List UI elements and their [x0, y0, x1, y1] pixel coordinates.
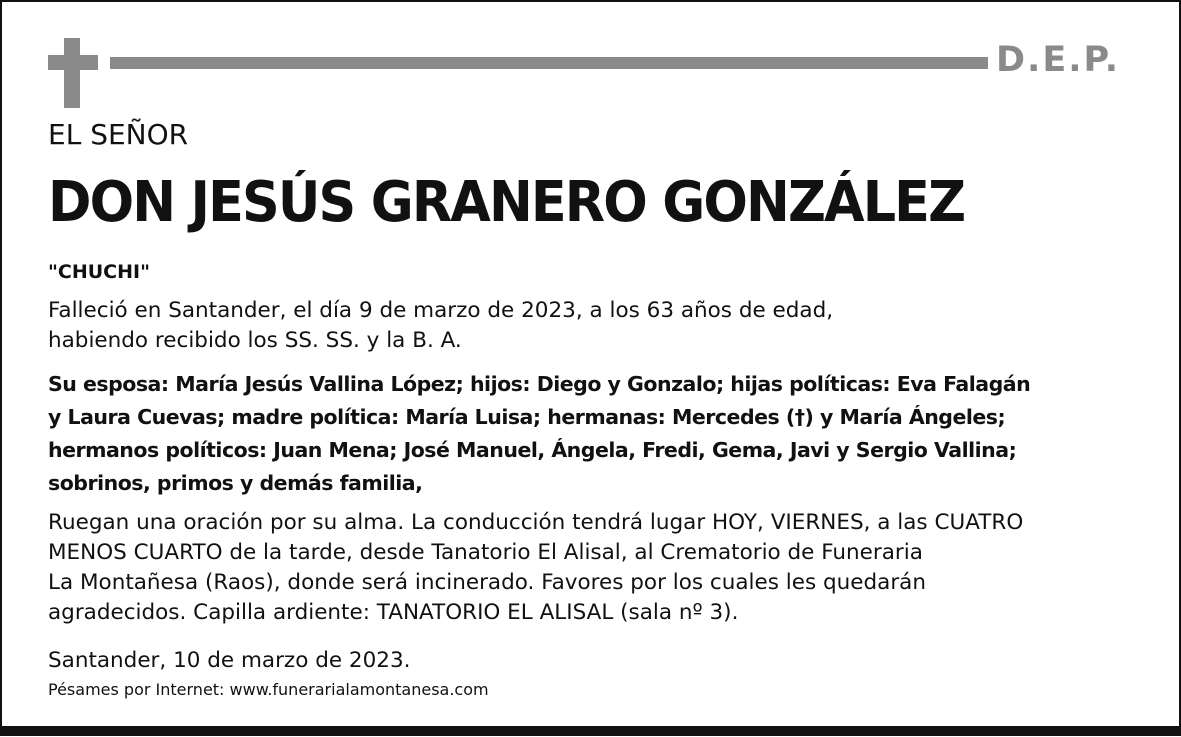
cross-icon — [48, 38, 98, 108]
family-line: hermanos políticos: Juan Mena; José Manuel, Ángela, Fredi, Gema, Javi y Sergio Vallina; — [48, 438, 1017, 462]
title-prefix: EL SEÑOR — [48, 118, 189, 151]
service-line: La Montañesa (Raos), donde será incinerado. Favores por los cuales les quedarán — [48, 570, 926, 595]
family-line: Su esposa: María Jesús Vallina López; hijos: Diego y Gonzalo; hijas políticas: Eva Falagán — [48, 372, 1031, 396]
family-line: sobrinos, primos y demás familia, — [48, 471, 423, 495]
header-rule — [110, 57, 988, 69]
condolences-link: Pésames por Internet: www.funerarialamontanesa.com — [48, 680, 489, 699]
service-line: Ruegan una oración por su alma. La conducción tendrá lugar HOY, VIERNES, a las CUATRO — [48, 510, 1024, 535]
family-line: y Laura Cuevas; madre política: María Luisa; hermanas: Mercedes (†) y María Ángeles; — [48, 405, 1006, 429]
deceased-name: DON JESÚS GRANERO GONZÁLEZ — [48, 170, 965, 235]
family-paragraph — [48, 368, 1030, 500]
place-date: Santander, 10 de marzo de 2023. — [48, 648, 411, 673]
death-line: habiendo recibido los SS. SS. y la B. A. — [48, 328, 462, 353]
dep-label: D.E.P. — [996, 40, 1121, 80]
service-line: agradecidos. Capilla ardiente: TANATORIO EL ALISAL (sala nº 3). — [48, 600, 739, 625]
service-line: MENOS CUARTO de la tarde, desde Tanatorio El Alisal, al Crematorio de Funeraria — [48, 540, 923, 565]
death-paragraph — [48, 296, 833, 356]
service-paragraph — [48, 508, 1023, 628]
death-line: Falleció en Santander, el día 9 de marzo de 2023, a los 63 años de edad, — [48, 298, 834, 323]
nickname: "CHUCHI" — [48, 261, 150, 283]
